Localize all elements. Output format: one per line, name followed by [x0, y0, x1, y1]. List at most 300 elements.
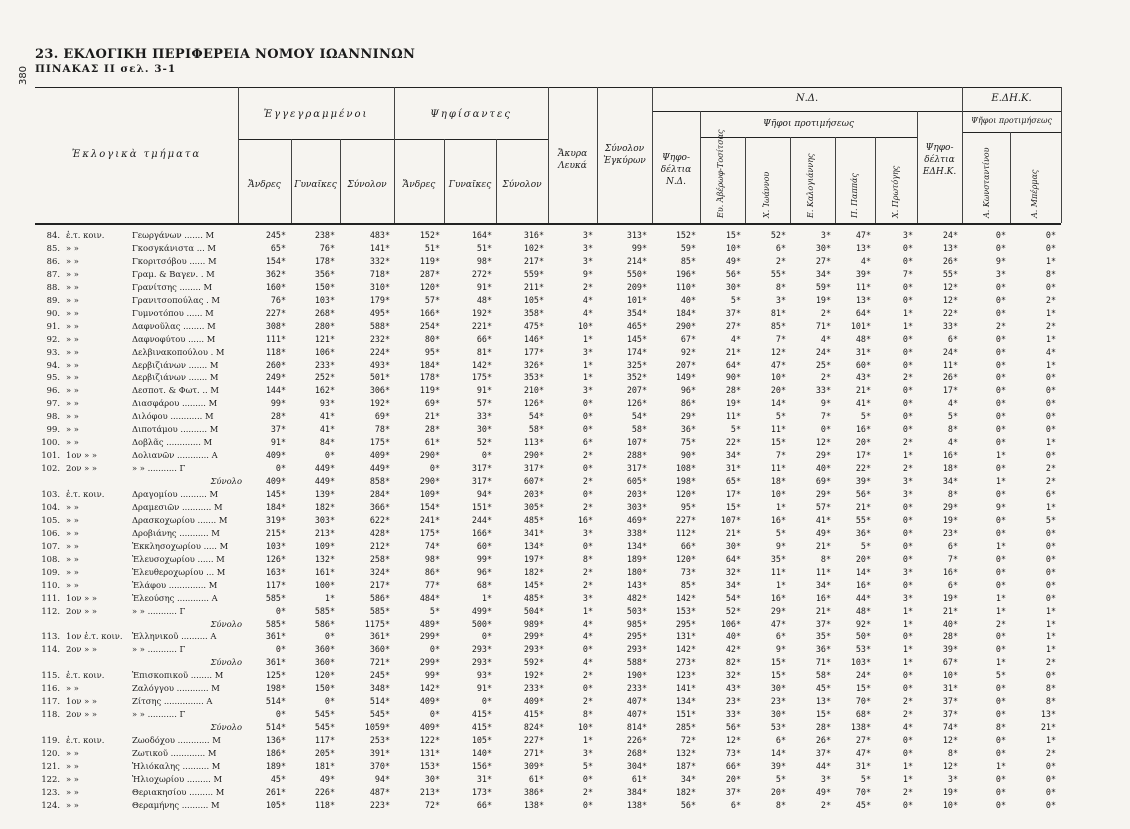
row-value: 60* — [476, 540, 492, 551]
row-value: 489* — [419, 618, 440, 629]
row-value: 109* — [419, 489, 440, 499]
row-value: 0* — [902, 514, 913, 525]
row-value: 0* — [995, 307, 1006, 318]
row-value: 1* — [995, 450, 1006, 461]
row-value: 290* — [419, 476, 440, 487]
row-value: 504* — [523, 605, 544, 616]
row-value: 290* — [523, 450, 544, 461]
row-value: 0* — [902, 527, 913, 538]
row-value: 33* — [476, 411, 492, 422]
row-value: 0* — [902, 579, 913, 590]
row-value: 295* — [626, 631, 647, 642]
row-value: 36* — [815, 644, 831, 655]
row-value: 3* — [902, 476, 913, 487]
row-value: 409* — [265, 476, 286, 487]
row-value: 3* — [820, 230, 831, 240]
row-value: 409* — [419, 722, 440, 733]
row-value: 6* — [947, 333, 958, 344]
row-value: 192* — [523, 670, 544, 681]
row-value: 2* — [820, 372, 831, 383]
row-value: 141* — [675, 683, 696, 694]
row-type: 1ον » » — [66, 450, 98, 461]
row-section-name: Σύνολο — [210, 657, 242, 668]
row-section-name: Σύνολο — [210, 476, 242, 487]
row-value: 358* — [523, 307, 544, 318]
row-value: 28* — [270, 411, 286, 422]
row-value: 290* — [419, 450, 440, 461]
row-value: 14* — [770, 398, 786, 409]
row-value: 545* — [369, 709, 390, 720]
row-value: 11* — [770, 424, 786, 435]
table-row — [0, 308, 1130, 319]
row-value: 31* — [725, 463, 741, 474]
row-number: 86. — [46, 255, 60, 266]
row-value: 1059* — [364, 722, 390, 733]
row-number: 111. — [41, 592, 60, 603]
row-section-name: Δραμεσιῶν ........... Μ — [132, 501, 223, 512]
row-value: 2* — [582, 696, 593, 707]
row-value: 503* — [626, 605, 647, 616]
row-value: 134* — [626, 540, 647, 551]
row-value: 352* — [626, 372, 647, 383]
row-value: 90* — [725, 372, 741, 383]
row-value: 56* — [680, 799, 696, 810]
row-value: 95* — [680, 501, 696, 512]
row-value: 51* — [476, 242, 492, 253]
row-value: 17* — [942, 385, 958, 396]
row-value: 67* — [680, 333, 696, 344]
row-value: 7* — [902, 268, 913, 279]
row-value: 184* — [265, 501, 286, 512]
row-value: 514* — [369, 696, 390, 707]
row-type: » » — [66, 527, 79, 538]
table-row — [0, 347, 1130, 358]
row-number: 93. — [46, 346, 60, 357]
row-number: 106. — [41, 527, 60, 538]
row-value: 2* — [820, 307, 831, 318]
row-value: 326* — [523, 359, 544, 370]
row-value: 26* — [942, 372, 958, 383]
row-value: 145* — [523, 579, 544, 590]
row-value: 5* — [860, 773, 871, 784]
row-value: 15* — [770, 670, 786, 681]
row-section-name: Ἑλληνικοῦ .......... Α — [132, 631, 217, 642]
row-value: 32* — [725, 566, 741, 577]
row-value: 134* — [675, 696, 696, 707]
row-value: 2* — [902, 463, 913, 474]
table-row — [0, 761, 1130, 772]
row-value: 10* — [770, 489, 786, 499]
header-women-voted: Γυναῖκες — [448, 180, 492, 190]
row-value: 73* — [680, 566, 696, 577]
row-value: 136* — [265, 735, 286, 746]
row-value: 54* — [631, 411, 647, 422]
row-value: 0* — [995, 683, 1006, 694]
row-value: 99* — [270, 398, 286, 409]
row-value: 2* — [995, 320, 1006, 331]
row-value: 1* — [995, 760, 1006, 771]
header-edik-ballots: Ψηφο-δέλτια ΕΔΗ.Κ. — [922, 143, 957, 177]
row-value: 1* — [902, 307, 913, 318]
row-value: 232* — [369, 333, 390, 344]
row-value: 69* — [424, 398, 440, 409]
row-value: 139* — [314, 489, 335, 499]
row-value: 2* — [582, 579, 593, 590]
row-value: 43* — [725, 683, 741, 694]
row-value: 6* — [775, 735, 786, 746]
row-section-name: Δαφνοφύτου ...... Μ — [132, 333, 216, 344]
row-type: 1ον » » — [66, 696, 98, 707]
table-row — [0, 321, 1130, 332]
row-value: 29* — [815, 450, 831, 461]
row-type: » » — [66, 424, 79, 435]
row-value: 179* — [369, 294, 390, 305]
row-value: 19* — [725, 398, 741, 409]
row-number: 120. — [41, 748, 60, 758]
row-number: 113. — [41, 631, 60, 642]
row-value: 16* — [577, 514, 593, 525]
row-value: 55* — [770, 268, 786, 279]
row-value: 3* — [582, 527, 593, 538]
row-section-name: Γυμνοτόπου ...... Μ — [132, 307, 214, 318]
row-value: 1* — [902, 450, 913, 461]
header-total: Σύνολον — [347, 180, 387, 190]
row-value: 2* — [1045, 748, 1056, 758]
row-value: 33* — [815, 385, 831, 396]
header-nd: Ν.Δ. — [795, 93, 819, 104]
row-value: 140* — [471, 748, 492, 758]
row-value: 5* — [995, 670, 1006, 681]
row-value: 164* — [471, 230, 492, 240]
row-value: 605* — [626, 476, 647, 487]
row-section-name: Ζωοδόχου ............ Μ — [132, 735, 221, 746]
row-value: 324* — [369, 566, 390, 577]
row-value: 29* — [680, 411, 696, 422]
row-type: » » — [66, 281, 79, 292]
row-value: 3* — [582, 592, 593, 603]
row-section-name: Γραμ. & Βαγεν. . Μ — [132, 268, 215, 279]
row-value: 360* — [369, 644, 390, 655]
row-value: 138* — [850, 722, 871, 733]
row-section-name: » » ........... Γ — [132, 644, 186, 655]
header-candidate: Α. Κωνσταντίνου — [982, 147, 991, 218]
row-number: 97. — [46, 398, 60, 409]
row-value: 273* — [675, 657, 696, 668]
row-type: » » — [66, 398, 79, 409]
row-value: 409* — [369, 450, 390, 461]
row-value: 0* — [995, 437, 1006, 448]
row-value: 484* — [419, 592, 440, 603]
header-candidate: Ευ. Ἀβέρωφ-Τοσίτσας — [716, 129, 725, 218]
row-value: 588* — [626, 657, 647, 668]
row-value: 485* — [523, 514, 544, 525]
row-value: 1* — [1045, 735, 1056, 746]
row-value: 57* — [476, 398, 492, 409]
table-row — [0, 735, 1130, 746]
row-value: 103* — [850, 657, 871, 668]
row-section-name: » » ........... Γ — [132, 605, 186, 616]
row-value: 0* — [324, 631, 335, 642]
row-value: 224* — [369, 346, 390, 357]
row-value: 96* — [680, 385, 696, 396]
row-section-name: Δερβιζιάνων ....... Μ — [132, 372, 219, 383]
row-value: 317* — [626, 463, 647, 474]
row-value: 252* — [314, 372, 335, 383]
table-row — [0, 489, 1130, 500]
table-row — [0, 360, 1130, 371]
row-number: 102. — [41, 463, 60, 474]
row-value: 483* — [369, 230, 390, 240]
row-value: 0* — [582, 489, 593, 499]
row-value: 2* — [582, 786, 593, 797]
row-value: 319* — [265, 514, 286, 525]
row-section-name: Δραγομίου .......... Μ — [132, 489, 219, 499]
row-value: 0* — [1045, 230, 1056, 240]
row-value: 415* — [471, 722, 492, 733]
row-value: 0* — [902, 385, 913, 396]
row-value: 449* — [369, 463, 390, 474]
row-value: 622* — [369, 514, 390, 525]
row-value: 4* — [947, 437, 958, 448]
row-number: 122. — [41, 773, 60, 784]
row-value: 407* — [626, 709, 647, 720]
row-value: 107* — [626, 437, 647, 448]
row-value: 559* — [523, 268, 544, 279]
row-value: 60* — [855, 359, 871, 370]
row-value: 361* — [265, 657, 286, 668]
row-value: 85* — [770, 320, 786, 331]
row-value: 209* — [626, 281, 647, 292]
row-value: 15* — [770, 437, 786, 448]
row-value: 123* — [675, 670, 696, 681]
row-value: 33* — [725, 709, 741, 720]
row-value: 299* — [523, 631, 544, 642]
row-value: 10* — [725, 242, 741, 253]
row-value: 95* — [424, 346, 440, 357]
table-row — [0, 269, 1130, 280]
table-subtitle: ΠΙΝΑΚΑΣ ΙΙ σελ. 3-1 — [35, 63, 177, 75]
row-value: 69* — [374, 411, 390, 422]
row-value: 11* — [725, 411, 741, 422]
row-value: 989* — [523, 618, 544, 629]
row-value: 1* — [902, 644, 913, 655]
row-value: 94* — [374, 773, 390, 784]
row-value: 212* — [369, 540, 390, 551]
header-candidate: Α. Μπέρμας — [1030, 169, 1039, 218]
row-value: 0* — [1045, 799, 1056, 810]
row-type: » » — [66, 359, 79, 370]
row-number: 123. — [41, 786, 60, 797]
table-row — [0, 372, 1130, 383]
row-value: 27* — [855, 735, 871, 746]
row-type: » » — [66, 255, 79, 266]
row-value: 0* — [275, 644, 286, 655]
row-value: 0* — [481, 631, 492, 642]
row-value: 86* — [424, 566, 440, 577]
row-number: 109. — [41, 566, 60, 577]
row-type: ἐ.τ. κοιν. — [66, 489, 105, 499]
table-row — [0, 334, 1130, 345]
row-value: 96* — [476, 566, 492, 577]
row-value: 21* — [725, 527, 741, 538]
row-value: 8* — [820, 553, 831, 564]
row-type: » » — [66, 579, 79, 590]
row-number: 103. — [41, 489, 60, 499]
row-value: 391* — [369, 748, 390, 758]
row-value: 227* — [265, 307, 286, 318]
row-value: 119* — [419, 255, 440, 266]
row-value: 8* — [775, 799, 786, 810]
row-value: 449* — [314, 476, 335, 487]
row-value: 0* — [1045, 540, 1056, 551]
table-row — [0, 593, 1130, 604]
row-value: 21* — [424, 411, 440, 422]
row-value: 77* — [424, 579, 440, 590]
row-value: 28* — [725, 385, 741, 396]
row-section-name: Διποτάμου .......... Μ — [132, 424, 219, 435]
row-value: 138* — [626, 799, 647, 810]
row-value: 163* — [265, 566, 286, 577]
row-value: 0* — [1045, 553, 1056, 564]
row-value: 469* — [626, 514, 647, 525]
row-value: 1* — [481, 592, 492, 603]
row-value: 93* — [319, 398, 335, 409]
row-value: 493* — [369, 359, 390, 370]
row-value: 34* — [725, 450, 741, 461]
row-value: 1* — [995, 592, 1006, 603]
row-value: 3* — [902, 489, 913, 499]
row-value: 226* — [314, 786, 335, 797]
row-value: 12* — [770, 346, 786, 357]
row-value: 585* — [369, 605, 390, 616]
table-row — [0, 502, 1130, 513]
row-value: 178* — [419, 372, 440, 383]
row-value: 1* — [1045, 501, 1056, 512]
row-value: 223* — [369, 799, 390, 810]
row-value: 588* — [369, 320, 390, 331]
row-value: 3* — [582, 385, 593, 396]
row-value: 5* — [429, 605, 440, 616]
row-value: 39* — [942, 644, 958, 655]
row-value: 125* — [265, 670, 286, 681]
row-value: 0* — [582, 463, 593, 474]
row-value: 76* — [319, 242, 335, 253]
row-value: 0* — [995, 748, 1006, 758]
table-row — [0, 437, 1130, 448]
row-value: 92* — [680, 346, 696, 357]
row-value: 0* — [1045, 760, 1056, 771]
row-value: 303* — [626, 501, 647, 512]
row-value: 0* — [902, 501, 913, 512]
row-value: 8* — [582, 709, 593, 720]
row-value: 132* — [314, 553, 335, 564]
row-type: 2ον » » — [66, 605, 98, 616]
row-type: » » — [66, 566, 79, 577]
table-row — [0, 722, 1130, 733]
row-value: 0* — [902, 799, 913, 810]
row-section-name: Γεωργάνων ....... Μ — [132, 230, 215, 240]
row-value: 119* — [419, 385, 440, 396]
row-section-name: Ἐκκλησοχωρίου ..... Μ — [132, 540, 229, 551]
row-value: 94* — [476, 489, 492, 499]
row-value: 178* — [314, 255, 335, 266]
row-value: 293* — [471, 657, 492, 668]
row-value: 105* — [523, 294, 544, 305]
row-value: 21* — [815, 540, 831, 551]
row-value: 0* — [1045, 527, 1056, 538]
row-value: 249* — [265, 372, 286, 383]
row-value: 0* — [995, 566, 1006, 577]
row-value: 293* — [626, 644, 647, 655]
row-value: 118* — [314, 799, 335, 810]
row-value: 293* — [471, 644, 492, 655]
row-value: 120* — [314, 670, 335, 681]
row-value: 2* — [582, 501, 593, 512]
row-value: 0* — [995, 579, 1006, 590]
row-value: 2* — [1045, 463, 1056, 474]
row-value: 1* — [582, 359, 593, 370]
row-value: 0* — [995, 631, 1006, 642]
row-value: 56* — [725, 268, 741, 279]
row-value: 260* — [265, 359, 286, 370]
row-value: 233* — [314, 359, 335, 370]
row-value: 3* — [582, 242, 593, 253]
header-women: Γυναῖκες — [294, 180, 337, 190]
row-value: 348* — [369, 683, 390, 694]
row-value: 100* — [314, 579, 335, 590]
row-value: 65* — [270, 242, 286, 253]
row-value: 64* — [725, 553, 741, 564]
row-value: 142* — [675, 644, 696, 655]
row-value: 0* — [902, 398, 913, 409]
row-value: 138* — [523, 799, 544, 810]
row-value: 82* — [725, 657, 741, 668]
row-value: 305* — [523, 501, 544, 512]
row-value: 19* — [942, 592, 958, 603]
row-value: 449* — [314, 463, 335, 474]
row-value: 192* — [369, 398, 390, 409]
row-value: 6* — [947, 579, 958, 590]
row-value: 66* — [725, 760, 741, 771]
row-value: 187* — [675, 760, 696, 771]
row-value: 858* — [369, 476, 390, 487]
row-value: 253* — [369, 735, 390, 746]
row-value: 74* — [942, 722, 958, 733]
row-value: 29* — [815, 489, 831, 499]
row-value: 90* — [680, 450, 696, 461]
row-value: 192* — [471, 307, 492, 318]
row-value: 1* — [1045, 631, 1056, 642]
row-value: 0* — [995, 230, 1006, 240]
row-value: 0* — [902, 333, 913, 344]
row-value: 272* — [471, 268, 492, 279]
row-value: 16* — [942, 566, 958, 577]
table-row — [0, 424, 1130, 435]
row-value: 105* — [265, 799, 286, 810]
row-type: ἐ.τ. κοιν. — [66, 230, 105, 240]
row-value: 0* — [902, 424, 913, 435]
row-value: 0* — [1045, 372, 1056, 383]
table-row — [0, 631, 1130, 642]
row-value: 0* — [902, 670, 913, 681]
row-value: 21* — [855, 385, 871, 396]
row-value: 42* — [725, 644, 741, 655]
row-value: 175* — [369, 437, 390, 448]
table-row — [0, 295, 1130, 306]
row-value: 0* — [995, 735, 1006, 746]
row-value: 409* — [265, 450, 286, 461]
table-row — [0, 619, 1130, 630]
